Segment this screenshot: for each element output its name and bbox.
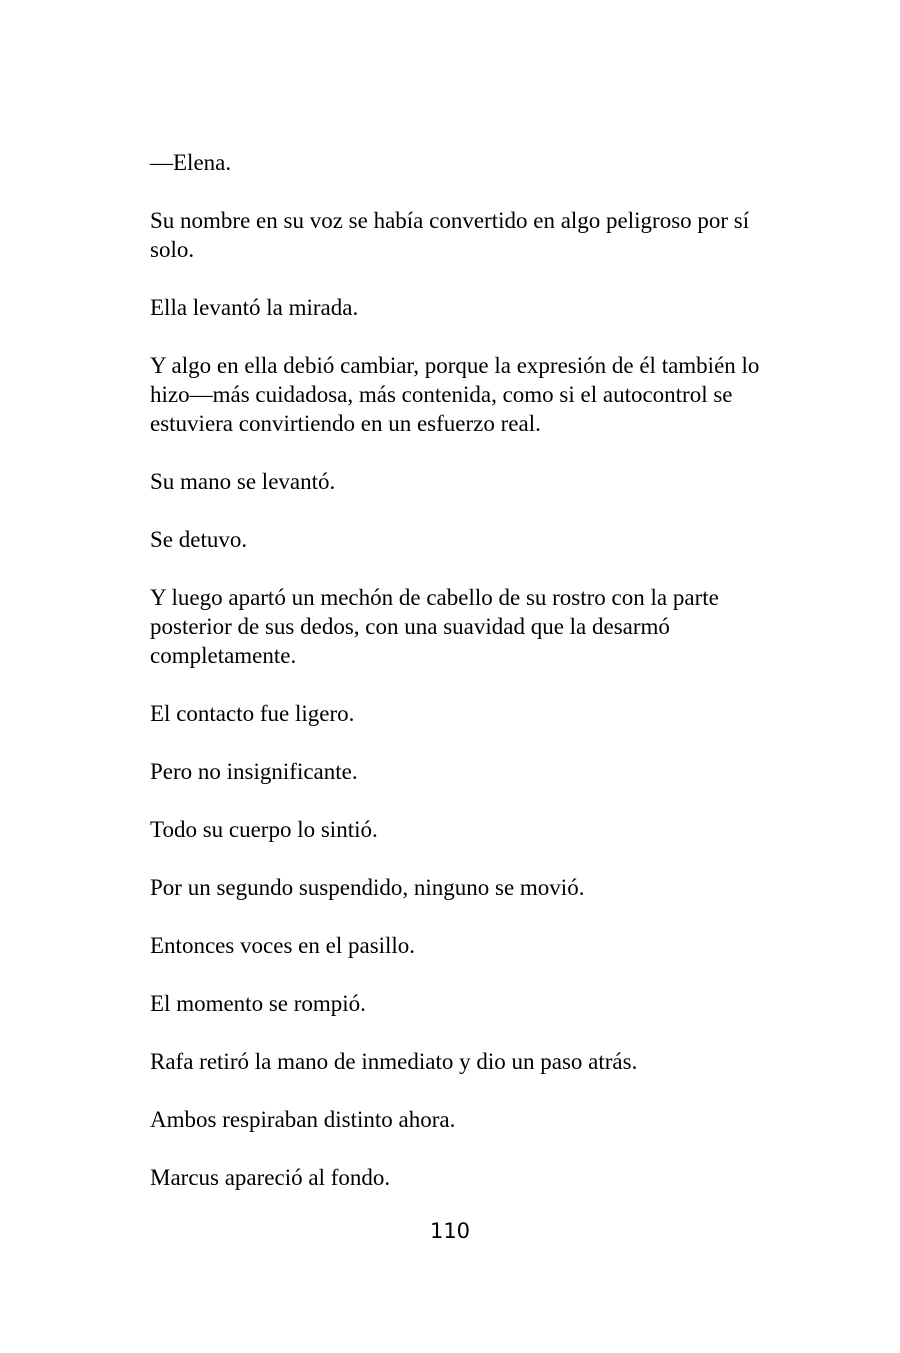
page-number: 110 xyxy=(429,1219,471,1243)
paragraph: Y algo en ella debió cambiar, porque la expresión de él también lo hizo—más cuidadosa, más contenida, como si el autocontrol se estuviera convirtiendo en un esfuerzo real. xyxy=(150,353,760,436)
paragraph: Y luego apartó un mechón de cabello de su rostro con la parte posterior de sus dedos, con una suavidad que la desarmó completamente. xyxy=(150,585,719,668)
paragraph: Su mano se levantó. xyxy=(150,469,336,494)
paragraph: —Elena. xyxy=(150,150,232,175)
paragraph: Pero no insignificante. xyxy=(150,759,358,784)
paragraph: Su nombre en su voz se había convertido en algo peligroso por sí solo. xyxy=(150,208,750,262)
paragraph: Se detuvo. xyxy=(150,527,248,552)
paragraph: Por un segundo suspendido, ninguno se movió. xyxy=(150,875,585,900)
paragraph: El momento se rompió. xyxy=(150,991,366,1016)
paragraph: Ella levantó la mirada. xyxy=(150,295,359,320)
paragraph: Marcus apareció al fondo. xyxy=(150,1165,391,1190)
body-text xyxy=(150,148,760,1221)
paragraph: Todo su cuerpo lo sintió. xyxy=(150,817,378,842)
paragraph: Entonces voces en el pasillo. xyxy=(150,933,416,958)
paragraph: Ambos respiraban distinto ahora. xyxy=(150,1107,456,1132)
paragraph: El contacto fue ligero. xyxy=(150,701,355,726)
paragraph: Rafa retiró la mano de inmediato y dio un paso atrás. xyxy=(150,1049,638,1074)
